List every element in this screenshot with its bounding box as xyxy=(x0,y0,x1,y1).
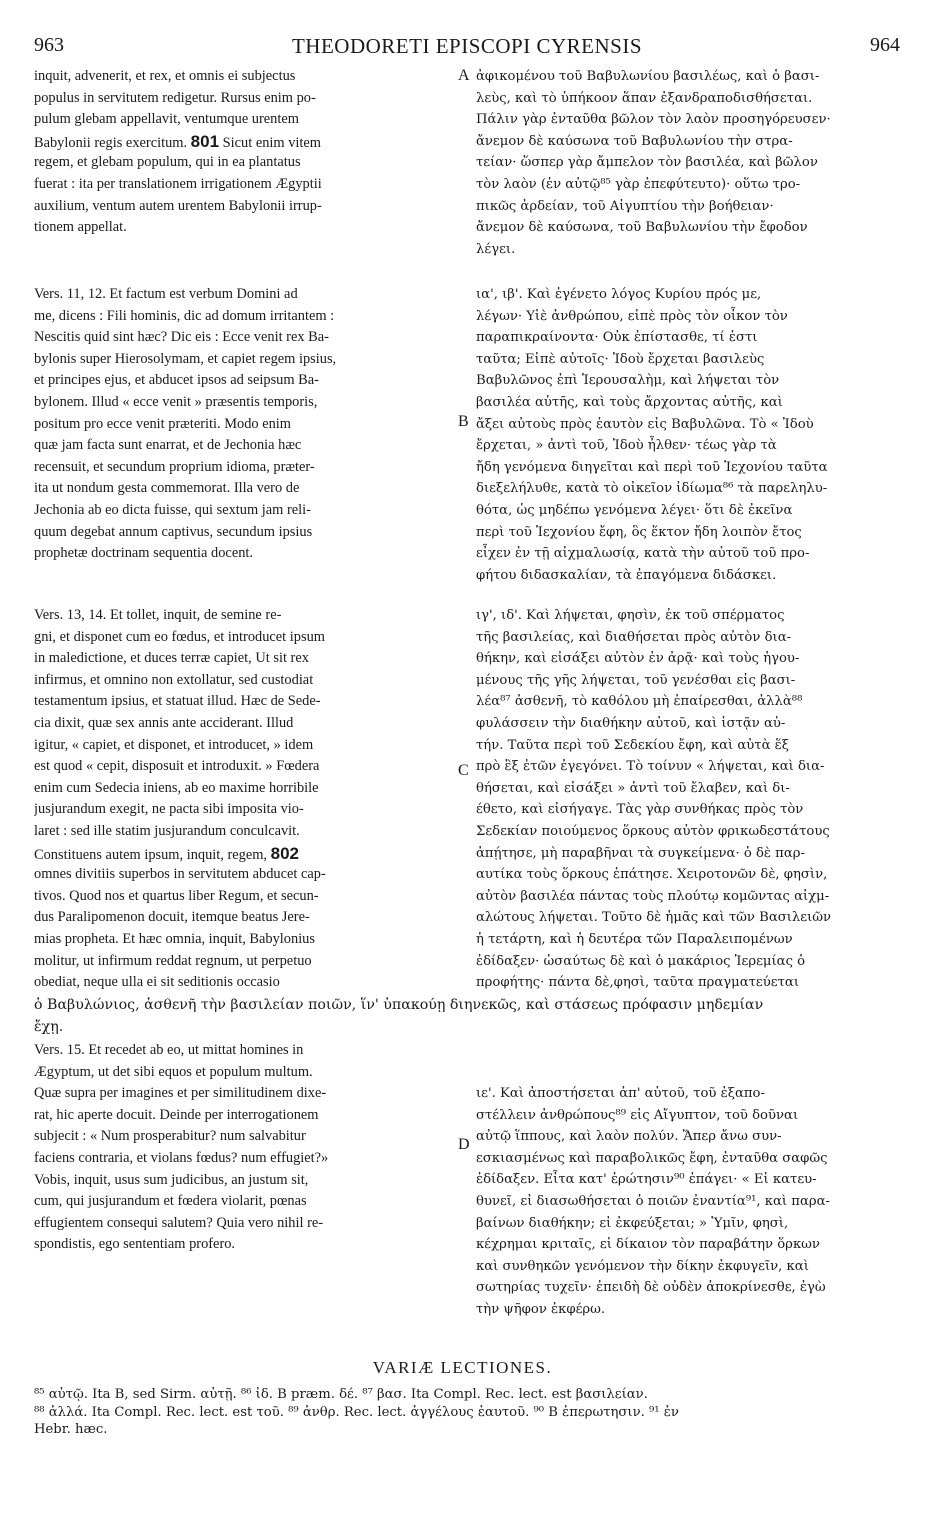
text-line: est quod « cepit, disposuit et introduxit. » Fœdera xyxy=(34,758,320,775)
text-line: gni, et disponet cum eo fœdus, et introducet ipsum xyxy=(34,628,325,645)
text-line: ὁ Βαβυλώνιος, ἀσθενῆ τὴν βασιλείαν ποιῶν, ἵν' ὑπακούῃ διηνεκῶς, καὶ στάσεως πρόφασιν μηδεμίαν xyxy=(34,997,764,1013)
text-line: ἡ τετάρτη, καὶ ἡ δευτέρα τῶν Παραλειπομένων xyxy=(476,931,793,947)
text-line: jusjurandum exegit, ne pacta sibi imposita vio- xyxy=(34,801,304,818)
text-line: ἀπῄτησε, μὴ παραβῆναι τὰ συγκείμενα· ὁ δὲ παρ- xyxy=(476,845,805,861)
text-line: ἀφικομένου τοῦ Βαβυλωνίου βασιλέως, καὶ ὁ βασι- xyxy=(476,69,820,84)
text-line: θότα, ὡς μηδέπω γενόμενα λέγει· ὅτι δὲ ἐκεῖνα xyxy=(476,502,793,518)
text-line: regem, et glebam populum, qui in ea plantatus xyxy=(34,154,301,171)
text-line: τήν. Ταῦτα περὶ τοῦ Σεδεκίου ἔφη, καὶ αὐτὰ ἕξ xyxy=(476,737,790,753)
text-line: me, dicens : Fili hominis, dic ad domum irritantem : xyxy=(34,307,335,324)
text-line: infirmus, et omnino non extollatur, sed custodiat xyxy=(34,671,314,688)
text-line: ἐδίδαξεν. Εἶτα κατ' ἐρώτησιν⁹⁰ ἐπάγει· « Εἰ κατευ- xyxy=(476,1172,817,1188)
text-line: fuerat : ita per translationem irrigationem Ægyptii xyxy=(34,175,322,192)
text-line: laret : sed ille statim jusjurandum conculcavit. xyxy=(34,822,300,839)
text-line: quæ jam facta sunt enarrat, et de Jechonia hæc xyxy=(34,437,302,454)
greek-block-2 xyxy=(476,284,902,586)
text-line: ἐδίδαξεν· ὡσαύτως δὲ καὶ ὁ μακάριος Ἱερεμίας ὁ xyxy=(476,953,806,969)
text-line: θήσεται, καὶ εἰσάξει » ἀντὶ τοῦ ἔλαβεν, καὶ δι- xyxy=(476,780,790,796)
page-header xyxy=(34,34,900,64)
text-fragment: Constituens autem ipsum, inquit, regem, xyxy=(34,846,268,863)
text-line: Nescitis quid sint hæc? Dic eis : Ecce venit rex Ba- xyxy=(34,329,329,346)
text-line: igitur, « capiet, et disponet, et introducet, » idem xyxy=(34,736,314,753)
text-line: αυτίκα τοὺς ὅρκους ἐπάτησε. Χειροτονῶν δὲ, φησὶν, xyxy=(476,867,828,883)
text-line: στέλλειν ἀνθρώπους⁸⁹ εἰς Αἴγυπτον, τοῦ δοῦναι xyxy=(476,1107,799,1123)
page-number-right: 964 xyxy=(870,34,900,56)
text-line: ἤδη γενόμενα διηγεῖται καὶ περὶ τοῦ Ἰεχονίου ταῦτα xyxy=(476,459,828,475)
margin-letter-d: D xyxy=(458,1136,470,1153)
text-line: παραπικραίνοντα· Οὐκ ἐπίστασθε, τί ἐστι xyxy=(476,330,758,346)
text-line: λεὺς, καὶ τὸ ὑπήκοον ἅπαν ἐξανδραποδισθήσεται. xyxy=(476,90,813,106)
text-line: λέγει. xyxy=(476,241,516,257)
text-line: obediat, neque ulla ei sit seditionis occasio xyxy=(34,974,280,991)
text-line: ταῦτα; Εἰπὲ αὐτοῖς· Ἰδοὺ ἔρχεται βασιλεὺς xyxy=(476,351,765,367)
running-title: THEODORETI EPISCOPI CYRENSIS xyxy=(291,34,643,58)
text-line: molitur, ut infirmum reddat regnum, ut perpetuo xyxy=(34,952,312,969)
text-line: βαίνων διαθήκην; εἰ ἐκφεύξεται; » Ὑμῖν, φησὶ, xyxy=(476,1215,789,1231)
text-line: enim cum Sedecia iniens, ab eo maxime horribile xyxy=(34,779,319,796)
text-line: Ægyptum, ut det sibi equos et populum multum. xyxy=(34,1063,313,1080)
note-line: ⁸⁸ ἀλλά. Ita Compl. Rec. lect. est τοῦ. ⁸⁹ ἀνθρ. Rec. lect. ἀγγέλους ἑαυτοῦ. ⁹⁰ B ἐπερωτησιν. ⁹¹ ἐν xyxy=(34,1404,679,1420)
note-line: ⁸⁵ αὐτῷ. Ita B, sed Sirm. αὐτῇ. ⁸⁶ ἰδ. B præm. δέ. ⁸⁷ βασ. Ita Compl. Rec. lect. est βασιλείαν. xyxy=(34,1387,648,1402)
text-line: εἶχεν ἐν τῇ αἰχμαλωσίᾳ, κατὰ τὴν αὐτοῦ τοῦ προ- xyxy=(476,546,810,562)
text-line: prophetæ doctrinam sequentia docent. xyxy=(34,545,253,562)
text-line: quum degebat annum captivus, secundum ipsius xyxy=(34,523,313,540)
text-line: Πάλιν γὰρ ἐνταῦθα βῶλον τὸν λαὸν προσηγόρευσεν· xyxy=(476,112,831,128)
text-line: dus Paralipomenon docuit, itemque beatus Jere- xyxy=(34,909,310,926)
text-line: ἄνεμον δὲ καύσωνα τοῦ Βαβυλωνίου τὴν στρα- xyxy=(476,133,793,149)
greek-block-3 xyxy=(476,605,902,994)
text-line: Vers. 11, 12. Et factum est verbum Domini ad xyxy=(34,286,298,302)
text-line: εσκιασμένως καὶ παραβολικῶς ἔφη, ἐνταῦθα σαφῶς xyxy=(476,1150,828,1166)
text-line: φυλάσσειν τὴν διαθήκην αὐτοῦ, καὶ ἱστᾷν αὐ- xyxy=(476,715,786,731)
text-line: θήκην, καὶ εἰσάξει αὐτὸν ἐν ἀρᾷ· καὶ τοὺς ἡγου- xyxy=(476,651,800,667)
text-line: βασιλέα αὐτῆς, καὶ τοὺς ἄρχοντας αὐτῆς, καὶ xyxy=(476,394,783,410)
text-line: omnes divitiis superbos in servitutem abducet cap- xyxy=(34,866,326,883)
text-line: ιε'. Καὶ ἀποστήσεται ἀπ' αὐτοῦ, τοῦ ἐξαπο- xyxy=(476,1086,765,1101)
text-line: αλώτους λήψεται. Τοῦτο δὲ ἡμᾶς καὶ τῶν Βασιλειῶν xyxy=(476,910,832,926)
latin-block-1 xyxy=(34,66,454,239)
text-line: rat, hic aperte docuit. Deinde per interrogationem xyxy=(34,1106,319,1123)
text-line: σωτηρίας τυχεῖν· ἐπειδὴ δὲ οὐδὲν ἀποκρίνεσθε, ἐγὼ xyxy=(476,1280,826,1296)
text-fragment: Sicut enim vitem xyxy=(222,134,321,151)
text-line: ια', ιβ'. Καὶ ἐγένετο λόγος Κυρίου πρός με, xyxy=(476,287,762,302)
text-line: cum, qui jusjurandum et fœdera violarit, pœnas xyxy=(34,1193,307,1210)
text-line: subjecit : « Num prosperabitur? num salvabitur xyxy=(34,1128,306,1145)
text-line: Vers. 13, 14. Et tollet, inquit, de semine re- xyxy=(34,607,282,623)
text-line: καὶ συνθηκῶν γενόμενον τὴν δίκην ἐκφυγεῖν, καὶ xyxy=(476,1258,809,1274)
text-fragment: Babylonii regis exercitum. xyxy=(34,134,188,151)
text-line: recensuit, et secundum proprium idioma, præter- xyxy=(34,458,315,475)
text-line: positum pro ecce venit præteriti. Modo enim xyxy=(34,415,291,432)
text-line: Jechonia ab eo dicta fuisse, qui sextum jam reli- xyxy=(34,501,311,518)
column-marker: 802 xyxy=(270,843,300,863)
page-number-left: 963 xyxy=(34,34,64,56)
text-line: Vobis, inquit, usus sum judicibus, an justum sit, xyxy=(34,1171,309,1188)
latin-block-2 xyxy=(34,284,454,565)
text-line: populus in servitutem redigetur. Rursus enim po- xyxy=(34,89,316,106)
greek-block-1 xyxy=(476,66,902,260)
text-line: ἄνεμον δὲ καύσωνα, τοῦ Βαβυλωνίου τὴν ἔφοδον xyxy=(476,220,808,236)
text-line: in maledictione, et duces terræ capiet, Ut sit rex xyxy=(34,650,309,667)
text-line: bylonis super Hierosolymam, et capiet regem ipsius, xyxy=(34,350,337,367)
margin-letter-c: C xyxy=(458,762,469,779)
text-line: λέγων· Υἱὲ ἀνθρώπου, εἰπὲ πρὸς τὸν οἶκον τὸν xyxy=(476,308,788,324)
text-line: κέχρημαι κριταῖς, εἰ δίκαιον τὸν παραβάτην ὅρκων xyxy=(476,1237,820,1253)
text-line: τείαν· ὥσπερ γὰρ ἄμπελον τὸν βασιλέα, καὶ βῶλον xyxy=(476,155,818,171)
text-line: ita ut nondum gesta commemorat. Illa vero de xyxy=(34,480,300,497)
text-line: Σεδεκίαν ποιούμενος ὅρκους αὐτὸν φρικωδεστάτους xyxy=(476,823,830,839)
column-marker: 801 xyxy=(190,131,220,151)
margin-letter-a: A xyxy=(458,67,470,84)
variant-readings-notes xyxy=(34,1386,900,1439)
text-line: τὸν λαὸν (ἐν αὐτῷ⁸⁵ γὰρ ἐπεφύτευτο)· οὕτω τρο- xyxy=(476,176,801,192)
text-line: inquit, advenerit, et rex, et omnis ei subjectus xyxy=(34,68,296,84)
text-line: pulum glebam appellavit, ventumque urentem xyxy=(34,111,299,128)
text-line: ιγ', ιδ'. Καὶ λήψεται, φησὶν, ἐκ τοῦ σπέρματος xyxy=(476,608,785,623)
text-line: auxilium, ventum autem urentem Babylonii irrup- xyxy=(34,197,322,214)
text-line: μένους τῆς γῆς λήψεται, τοῦ γενέσθαι εἰς βασι- xyxy=(476,672,796,688)
variae-lectiones-heading: VARIÆ LECTIONES. xyxy=(372,1358,553,1377)
text-line: αὐτῷ ἵππους, καὶ λαὸν πολύν. Ἅπερ ἄνω συν- xyxy=(476,1129,782,1145)
text-line: tivos. Quod nos et quartus liber Regum, et secun- xyxy=(34,887,319,904)
text-line: effugientem consequi salutem? Quia vero nihil re- xyxy=(34,1214,324,1231)
latin-block-4 xyxy=(34,1040,454,1256)
text-line: et principes ejus, et abducet ipsos ad seipsum Ba- xyxy=(34,372,319,389)
text-line: περὶ τοῦ Ἰεχονίου ἔφη, ὃς ἕκτον ἤδη λοιπὸν ἔτος xyxy=(476,524,802,540)
text-line: ἔρχεται, » ἀντὶ τοῦ, Ἰδοὺ ἦλθεν· τέως γὰρ τὰ xyxy=(476,438,777,454)
text-line: τῆς βασιλείας, καὶ διαθήσεται πρὸς αὐτὸν δια- xyxy=(476,629,792,645)
text-line: spondistis, ego sententiam profero. xyxy=(34,1236,236,1253)
text-line: Vers. 15. Et recedet ab eo, ut mittat homines in xyxy=(34,1042,304,1058)
text-line: φήτου διδασκαλίαν, τὰ ἐπαγόμενα διδάσκει. xyxy=(476,567,777,583)
margin-letter-b: B xyxy=(458,413,469,430)
text-line: bylonem. Illud « ecce venit » præsentis temporis, xyxy=(34,393,318,410)
latin-block-3 xyxy=(34,605,454,994)
text-line: θυνεῖ, εἰ διασωθήσεται ὁ ποιῶν ἐναντία⁹¹, καὶ παρα- xyxy=(476,1193,830,1209)
text-line: πικῶς ἀρδείαν, τοῦ Αἰγυπτίου τὴν βοήθειαν· xyxy=(476,198,774,214)
text-line: Quæ supra per imagines et per similitudinem dixe- xyxy=(34,1085,327,1102)
text-line xyxy=(34,131,454,153)
text-line: λέα⁸⁷ ἀσθενῆ, τὸ καθόλου μὴ ἐπαίρεσθαι, ἀλλὰ⁸⁸ xyxy=(476,694,803,710)
text-line: testamentum ipsius, et statuat illud. Hæc de Sede- xyxy=(34,693,321,710)
text-line: faciens contraria, et violans fœdus? num effugiet?» xyxy=(34,1149,329,1166)
text-line: διεξελήλυθε, κατὰ τὸ οἰκεῖον ἰδίωμα⁸⁶ τὰ παρεληλυ- xyxy=(476,481,828,497)
text-line: τὴν ψῆφον ἐκφέρω. xyxy=(476,1301,606,1317)
text-line: έθετο, καὶ εἰσήγαγε. Τὰς γὰρ συνθήκας πρὸς τὸν xyxy=(476,802,804,818)
greek-block-4 xyxy=(476,1083,902,1321)
text-line: cia dixit, quæ sex annis ante acciderant. Illud xyxy=(34,714,294,731)
note-line: Hebr. hæc. xyxy=(34,1422,108,1437)
text-line: πρὸ ἓξ ἐτῶν ἐγεγόνει. Τὸ τοίνυν « λήψεται, καὶ δια- xyxy=(476,759,825,775)
text-line: Βαβυλῶνος ἐπὶ Ἱερουσαλὴμ, καὶ λήψεται τὸν xyxy=(476,373,780,389)
text-line: mias propheta. Et hæc omnia, inquit, Babylonius xyxy=(34,930,315,947)
full-width-continuation xyxy=(34,995,900,1038)
text-line: ἄξει αὐτοὺς πρὸς ἑαυτὸν εἰς Βαβυλῶνα. Τὸ « Ἰδοὺ xyxy=(476,416,814,432)
text-line: αὐτὸν βασιλέα πάντας τοὺς πλούτῳ κομῶντας αἰχμ- xyxy=(476,888,830,904)
text-line: ἔχῃ. xyxy=(34,1018,64,1035)
text-line: tionem appellat. xyxy=(34,219,127,236)
text-line: προφήτης· πάντα δὲ,φησὶ, ταῦτα πραγματεύεται xyxy=(476,975,799,991)
text-line xyxy=(34,843,454,865)
